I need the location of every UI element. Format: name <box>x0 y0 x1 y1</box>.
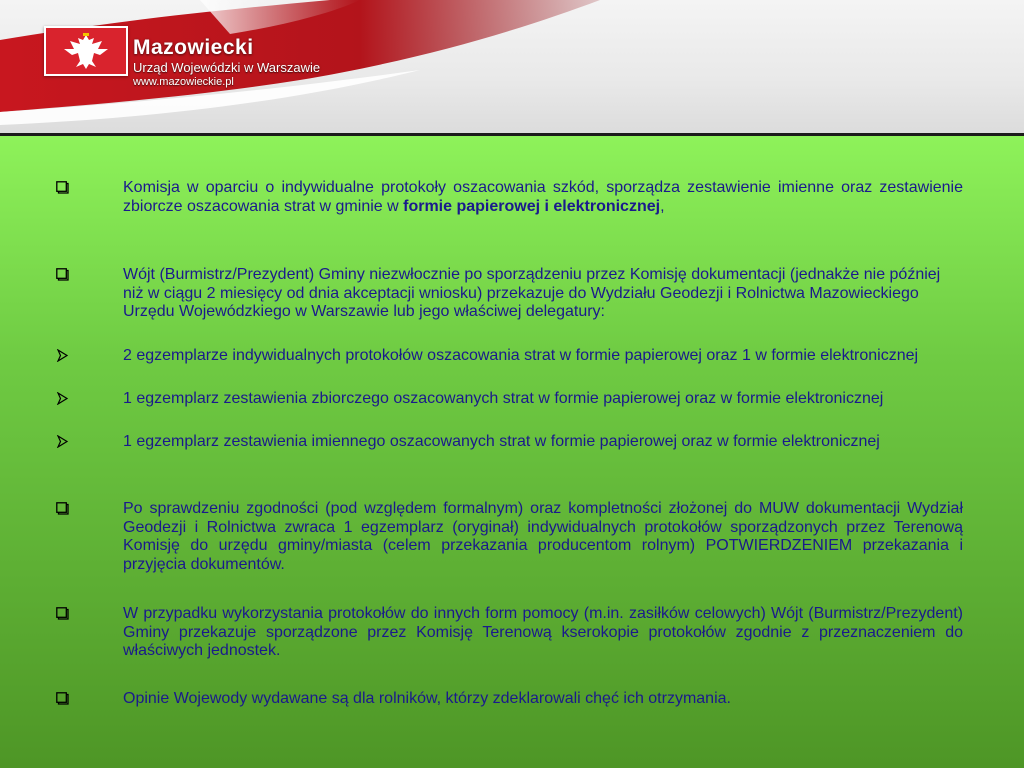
arrow-text-1: 2 egzemplarze indywidualnych protokołów oszacowania strat w formie papierowej oraz 1 w formie elektronicznej <box>123 347 919 364</box>
arrow-bullet-icon <box>56 349 69 362</box>
square-bullet-icon <box>56 692 69 705</box>
bullet-text-2: Wójt (Burmistrz/Prezydent) Gminy niezwłocznie po sporządzeniu przez Komisję dokumentacji (jednakże nie później niż w ciągu 2 miesięcy od dnia akceptacji wniosku) przekazuje do Wydziału Geodezji i Rolnictwa Mazowieckiego Urzędu Wojewódzkiego w Warszawie lub jego właściwej delegatury: <box>123 266 941 320</box>
brand-name: Mazowiecki <box>133 36 254 59</box>
square-bullet-icon <box>56 268 69 281</box>
arrow-bullet-icon <box>56 392 69 405</box>
square-bullet-icon <box>56 181 69 194</box>
brand-url: www.mazowieckie.pl <box>133 76 234 88</box>
square-bullet-icon <box>56 502 69 515</box>
bullet-text-4: W przypadku wykorzystania protokołów do innych form pomocy (m.in. zasiłków celowych) Wójt (Burmistrz/Prezydent) Gminy przekazuje sporządzone przez Komisję Terenową kserokopie protokołów zgodnie z przeznaczeniem do właściwych jednostek. <box>123 605 963 659</box>
arrow-text-2: 1 egzemplarz zestawienia zbiorczego oszacowanych strat w formie papierowej oraz w formie elektronicznej <box>123 390 884 407</box>
arrow-bullet-icon <box>56 435 69 448</box>
square-bullet-icon <box>56 607 69 620</box>
arrow-text-3: 1 egzemplarz zestawienia imiennego oszacowanych strat w formie papierowej oraz w formie elektronicznej <box>123 433 880 450</box>
bullet-text-1: Komisja w oparciu o indywidualne protokoły oszacowania szkód, sporządza zestawienie imienne oraz zestawienie zbiorcze oszacowania strat w gminie w formie papierowej i elektronicznej, <box>123 179 963 215</box>
header-banner <box>0 0 1024 133</box>
coat-of-arms-logo <box>44 26 128 76</box>
bullet-text-3: Po sprawdzeniu zgodności (pod względem formalnym) oraz kompletności złożonej do MUW dokumentacji Wydział Geodezji i Rolnictwa zwraca 1 egzemplarz (oryginał) indywidualnych protokołów sporządzonych przez Terenową Komisję do urzędu gminy/miasta (celem przekazania producentom rolnym) POTWIERDZENIEM przekazania i przyjęcia dokumentów. <box>123 500 963 573</box>
bullet-text-5: Opinie Wojewody wydawane są dla rolników, którzy zdeklarowali chęć ich otrzymania. <box>123 690 731 707</box>
brand-subtitle: Urząd Wojewódzki w Warszawie <box>133 60 321 75</box>
slide-content <box>0 136 1024 768</box>
